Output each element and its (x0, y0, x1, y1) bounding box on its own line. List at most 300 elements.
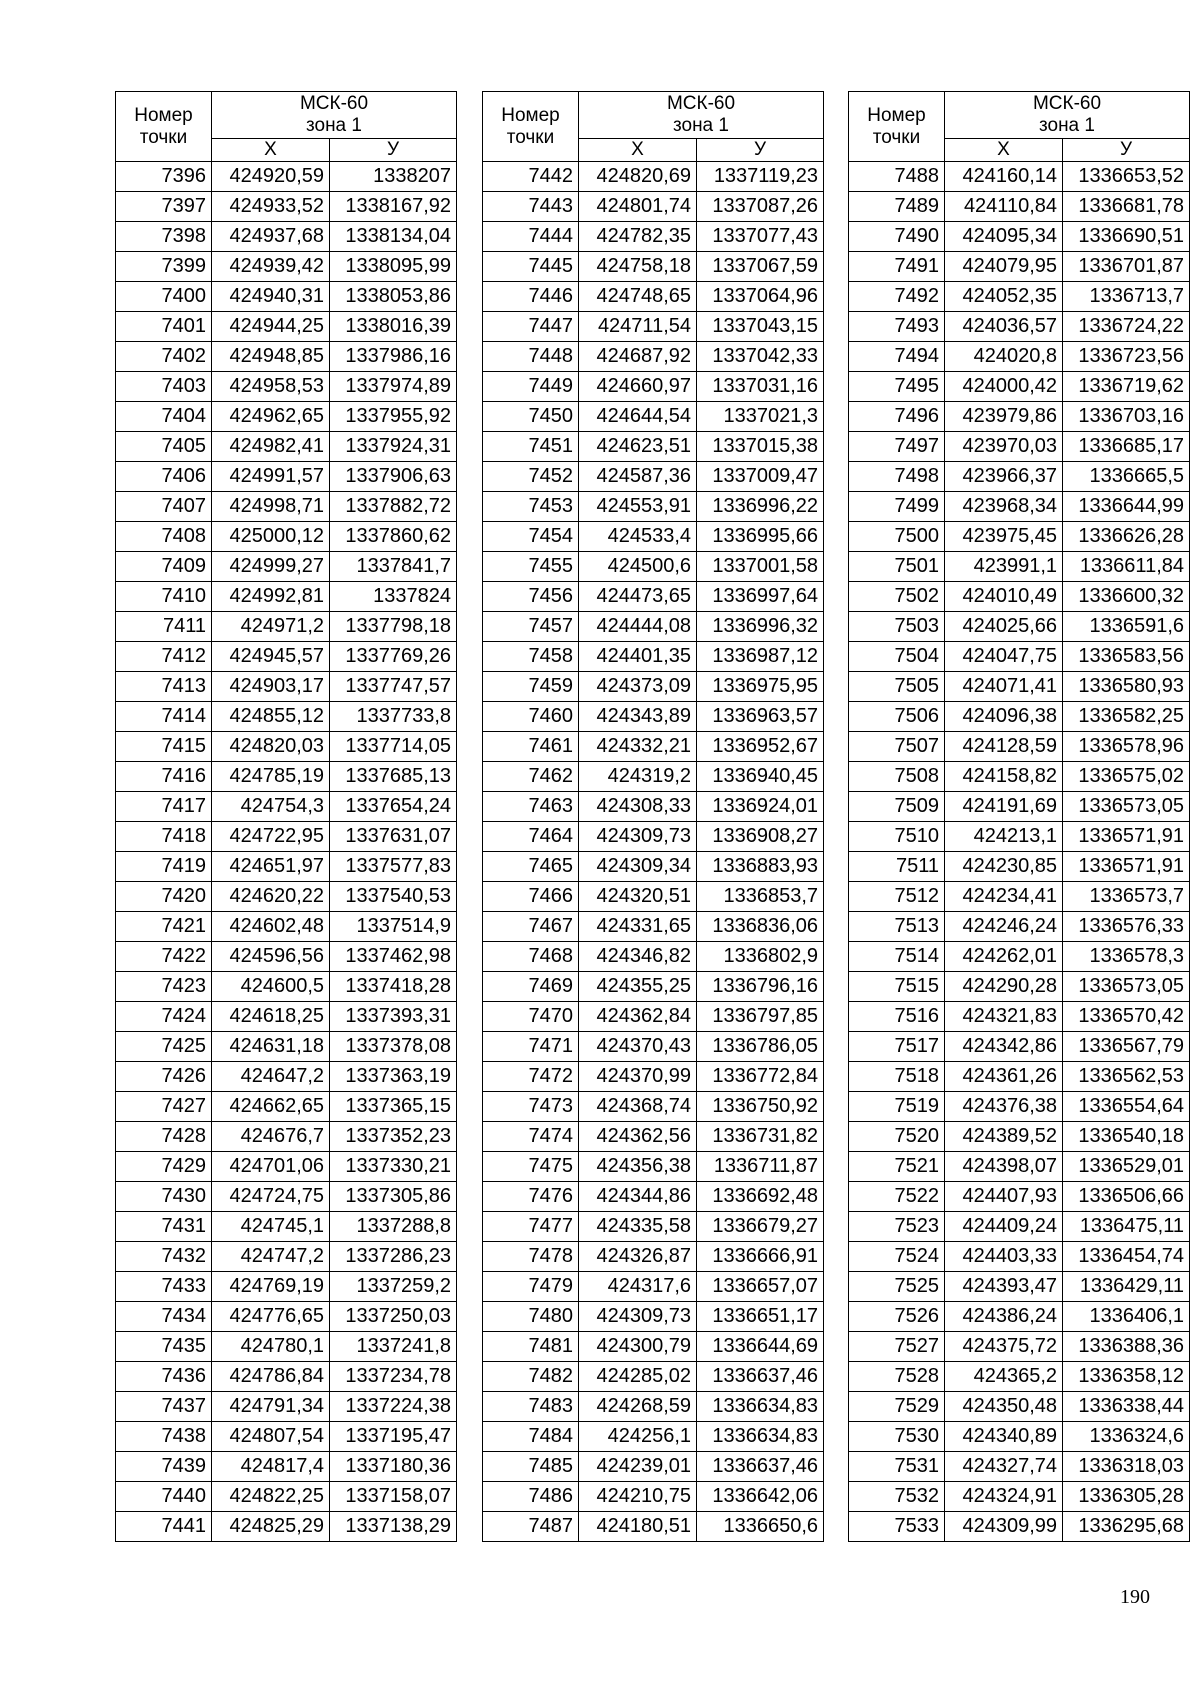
y-coordinate-cell: 1338016,39 (330, 312, 457, 342)
table-row (849, 492, 1190, 522)
y-coordinate-cell: 1336642,06 (697, 1482, 824, 1512)
point-number-cell: 7434 (116, 1302, 212, 1332)
header-point-number-label: Номер точки (134, 104, 193, 148)
point-number-cell: 7515 (849, 972, 945, 1002)
table-row (116, 852, 457, 882)
y-coordinate-cell: 1336940,45 (697, 762, 824, 792)
y-coordinate-cell: 1338095,99 (330, 252, 457, 282)
table-row (116, 402, 457, 432)
point-number-cell: 7418 (116, 822, 212, 852)
point-number-cell: 7436 (116, 1362, 212, 1392)
point-number-cell: 7424 (116, 1002, 212, 1032)
point-number-cell: 7450 (483, 402, 579, 432)
x-coordinate-cell: 424587,36 (579, 462, 697, 492)
table-row (849, 192, 1190, 222)
x-coordinate-cell: 424948,85 (212, 342, 330, 372)
header-point-number (116, 92, 212, 162)
point-number-cell: 7427 (116, 1092, 212, 1122)
point-number-cell: 7530 (849, 1422, 945, 1452)
table-row (483, 1362, 824, 1392)
table-row (483, 1272, 824, 1302)
y-coordinate-cell: 1336475,11 (1063, 1212, 1190, 1242)
y-coordinate-cell: 1336318,03 (1063, 1452, 1190, 1482)
table-row (483, 1242, 824, 1272)
table-row (116, 582, 457, 612)
point-number-cell: 7431 (116, 1212, 212, 1242)
table-row (483, 462, 824, 492)
y-coordinate-cell: 1336653,52 (1063, 162, 1190, 192)
header-y: У (1063, 139, 1190, 162)
table-row (849, 282, 1190, 312)
table-row (483, 912, 824, 942)
point-number-cell: 7449 (483, 372, 579, 402)
y-coordinate-cell: 1337234,78 (330, 1362, 457, 1392)
point-number-cell: 7524 (849, 1242, 945, 1272)
table-row (116, 1212, 457, 1242)
point-number-cell: 7446 (483, 282, 579, 312)
table-row (849, 972, 1190, 1002)
y-coordinate-cell: 1336637,46 (697, 1452, 824, 1482)
table-row (849, 672, 1190, 702)
x-coordinate-cell: 424332,21 (579, 732, 697, 762)
table-row (483, 522, 824, 552)
x-coordinate-cell: 424331,65 (579, 912, 697, 942)
point-number-cell: 7474 (483, 1122, 579, 1152)
y-coordinate-cell: 1337031,16 (697, 372, 824, 402)
y-coordinate-cell: 1336883,93 (697, 852, 824, 882)
y-coordinate-cell: 1337250,03 (330, 1302, 457, 1332)
table-row (483, 1152, 824, 1182)
table-row (116, 162, 457, 192)
y-coordinate-cell: 1336679,27 (697, 1212, 824, 1242)
x-coordinate-cell: 424356,38 (579, 1152, 697, 1182)
table-row (483, 312, 824, 342)
table-row (849, 582, 1190, 612)
x-coordinate-cell: 424309,73 (579, 822, 697, 852)
x-coordinate-cell: 423979,86 (945, 402, 1063, 432)
point-number-cell: 7467 (483, 912, 579, 942)
x-coordinate-cell: 424393,47 (945, 1272, 1063, 1302)
y-coordinate-cell: 1336724,22 (1063, 312, 1190, 342)
y-coordinate-cell: 1337955,92 (330, 402, 457, 432)
x-coordinate-cell: 424389,52 (945, 1122, 1063, 1152)
point-number-cell: 7459 (483, 672, 579, 702)
table-row (483, 342, 824, 372)
table-row (849, 1002, 1190, 1032)
point-number-cell: 7527 (849, 1332, 945, 1362)
table-row (849, 1032, 1190, 1062)
y-coordinate-cell: 1336996,22 (697, 492, 824, 522)
point-number-cell: 7437 (116, 1392, 212, 1422)
coordinate-table-2 (482, 91, 824, 1542)
x-coordinate-cell: 424945,57 (212, 642, 330, 672)
point-number-cell: 7409 (116, 552, 212, 582)
point-number-cell: 7500 (849, 522, 945, 552)
point-number-cell: 7520 (849, 1122, 945, 1152)
x-coordinate-cell: 424999,27 (212, 552, 330, 582)
x-coordinate-cell: 424020,8 (945, 342, 1063, 372)
table-row (116, 372, 457, 402)
table-row (116, 522, 457, 552)
x-coordinate-cell: 424825,29 (212, 1512, 330, 1542)
table-row (483, 1332, 824, 1362)
point-number-cell: 7442 (483, 162, 579, 192)
y-coordinate-cell: 1336540,18 (1063, 1122, 1190, 1152)
y-coordinate-cell: 1337365,15 (330, 1092, 457, 1122)
point-number-cell: 7504 (849, 642, 945, 672)
point-number-cell: 7405 (116, 432, 212, 462)
table-row (483, 192, 824, 222)
y-coordinate-cell: 1338207 (330, 162, 457, 192)
table-row (483, 612, 824, 642)
header-point-number-label: Номер точки (501, 104, 560, 148)
header-y: У (697, 139, 824, 162)
x-coordinate-cell: 424300,79 (579, 1332, 697, 1362)
x-coordinate-cell: 424807,54 (212, 1422, 330, 1452)
point-number-cell: 7523 (849, 1212, 945, 1242)
x-coordinate-cell: 424047,75 (945, 642, 1063, 672)
point-number-cell: 7499 (849, 492, 945, 522)
point-number-cell: 7400 (116, 282, 212, 312)
y-coordinate-cell: 1337733,8 (330, 702, 457, 732)
point-number-cell: 7403 (116, 372, 212, 402)
x-coordinate-cell: 424745,1 (212, 1212, 330, 1242)
table-row (483, 762, 824, 792)
point-number-cell: 7483 (483, 1392, 579, 1422)
x-coordinate-cell: 424010,49 (945, 582, 1063, 612)
point-number-cell: 7505 (849, 672, 945, 702)
y-coordinate-cell: 1336388,36 (1063, 1332, 1190, 1362)
table-row (849, 1272, 1190, 1302)
table-row (116, 1152, 457, 1182)
table-row (116, 1062, 457, 1092)
table-row (116, 882, 457, 912)
x-coordinate-cell: 424553,91 (579, 492, 697, 522)
y-coordinate-cell: 1337241,8 (330, 1332, 457, 1362)
x-coordinate-cell: 424920,59 (212, 162, 330, 192)
table-row (483, 642, 824, 672)
x-coordinate-cell: 424933,52 (212, 192, 330, 222)
y-coordinate-cell: 1337860,62 (330, 522, 457, 552)
table-row (849, 162, 1190, 192)
y-coordinate-cell: 1337043,15 (697, 312, 824, 342)
table-row (116, 642, 457, 672)
point-number-cell: 7433 (116, 1272, 212, 1302)
y-coordinate-cell: 1336996,32 (697, 612, 824, 642)
x-coordinate-cell: 424776,65 (212, 1302, 330, 1332)
x-coordinate-cell: 424998,71 (212, 492, 330, 522)
point-number-cell: 7478 (483, 1242, 579, 1272)
point-number-cell: 7489 (849, 192, 945, 222)
point-number-cell: 7482 (483, 1362, 579, 1392)
x-coordinate-cell: 424246,24 (945, 912, 1063, 942)
y-coordinate-cell: 1336650,6 (697, 1512, 824, 1542)
y-coordinate-cell: 1336750,92 (697, 1092, 824, 1122)
table-row (849, 1062, 1190, 1092)
y-coordinate-cell: 1336554,64 (1063, 1092, 1190, 1122)
point-number-cell: 7472 (483, 1062, 579, 1092)
table-row (483, 792, 824, 822)
x-coordinate-cell: 424324,91 (945, 1482, 1063, 1512)
header-coordinate-system (945, 92, 1190, 139)
y-coordinate-cell: 1336644,99 (1063, 492, 1190, 522)
y-coordinate-cell: 1336626,28 (1063, 522, 1190, 552)
table-row (116, 612, 457, 642)
point-number-cell: 7496 (849, 402, 945, 432)
x-coordinate-cell: 424711,54 (579, 312, 697, 342)
y-coordinate-cell: 1337001,58 (697, 552, 824, 582)
x-coordinate-cell: 424158,82 (945, 762, 1063, 792)
x-coordinate-cell: 424191,69 (945, 792, 1063, 822)
table-row (849, 1332, 1190, 1362)
point-number-cell: 7444 (483, 222, 579, 252)
y-coordinate-cell: 1336591,6 (1063, 612, 1190, 642)
point-number-cell: 7488 (849, 162, 945, 192)
point-number-cell: 7456 (483, 582, 579, 612)
point-number-cell: 7508 (849, 762, 945, 792)
table-row (116, 282, 457, 312)
table-row (849, 942, 1190, 972)
x-coordinate-cell: 424268,59 (579, 1392, 697, 1422)
x-coordinate-cell: 424128,59 (945, 732, 1063, 762)
y-coordinate-cell: 1337714,05 (330, 732, 457, 762)
table-row (116, 1512, 457, 1542)
header-x: X (579, 139, 697, 162)
y-coordinate-cell: 1336305,28 (1063, 1482, 1190, 1512)
x-coordinate-cell: 424631,18 (212, 1032, 330, 1062)
x-coordinate-cell: 424370,43 (579, 1032, 697, 1062)
point-number-cell: 7509 (849, 792, 945, 822)
point-number-cell: 7484 (483, 1422, 579, 1452)
point-number-cell: 7531 (849, 1452, 945, 1482)
y-coordinate-cell: 1336690,51 (1063, 222, 1190, 252)
point-number-cell: 7502 (849, 582, 945, 612)
y-coordinate-cell: 1337352,23 (330, 1122, 457, 1152)
x-coordinate-cell: 424368,74 (579, 1092, 697, 1122)
table-row (849, 1512, 1190, 1542)
table-row (116, 462, 457, 492)
y-coordinate-cell: 1337288,8 (330, 1212, 457, 1242)
x-coordinate-cell: 424213,1 (945, 822, 1063, 852)
y-coordinate-cell: 1336802,9 (697, 942, 824, 972)
x-coordinate-cell: 424801,74 (579, 192, 697, 222)
x-coordinate-cell: 424769,19 (212, 1272, 330, 1302)
table-row (116, 942, 457, 972)
y-coordinate-cell: 1337305,86 (330, 1182, 457, 1212)
x-coordinate-cell: 423991,1 (945, 552, 1063, 582)
y-coordinate-cell: 1336711,87 (697, 1152, 824, 1182)
header-coordinate-system-label: МСК-60 зона 1 (299, 93, 369, 136)
x-coordinate-cell: 423966,37 (945, 462, 1063, 492)
y-coordinate-cell: 1336583,56 (1063, 642, 1190, 672)
point-number-cell: 7525 (849, 1272, 945, 1302)
point-number-cell: 7512 (849, 882, 945, 912)
point-number-cell: 7407 (116, 492, 212, 522)
point-number-cell: 7528 (849, 1362, 945, 1392)
point-number-cell: 7476 (483, 1182, 579, 1212)
x-coordinate-cell: 424346,82 (579, 942, 697, 972)
y-coordinate-cell: 1336573,05 (1063, 972, 1190, 1002)
point-number-cell: 7461 (483, 732, 579, 762)
table-row (849, 642, 1190, 672)
table-row (483, 1182, 824, 1212)
y-coordinate-cell: 1337824 (330, 582, 457, 612)
point-number-cell: 7477 (483, 1212, 579, 1242)
table-row (849, 1182, 1190, 1212)
table-row (116, 1422, 457, 1452)
x-coordinate-cell: 424365,2 (945, 1362, 1063, 1392)
x-coordinate-cell: 423975,45 (945, 522, 1063, 552)
y-coordinate-cell: 1336796,16 (697, 972, 824, 1002)
y-coordinate-cell: 1336665,5 (1063, 462, 1190, 492)
point-number-cell: 7473 (483, 1092, 579, 1122)
table-row (849, 1122, 1190, 1152)
table-row (849, 222, 1190, 252)
y-coordinate-cell: 1337330,21 (330, 1152, 457, 1182)
x-coordinate-cell: 424620,22 (212, 882, 330, 912)
x-coordinate-cell: 424822,25 (212, 1482, 330, 1512)
y-coordinate-cell: 1336681,78 (1063, 192, 1190, 222)
y-coordinate-cell: 1337514,9 (330, 912, 457, 942)
x-coordinate-cell: 424309,73 (579, 1302, 697, 1332)
table-row (483, 282, 824, 312)
x-coordinate-cell: 424362,84 (579, 1002, 697, 1032)
y-coordinate-cell: 1336578,96 (1063, 732, 1190, 762)
x-coordinate-cell: 424096,38 (945, 702, 1063, 732)
header-coordinate-system-label: МСК-60 зона 1 (666, 93, 736, 136)
x-coordinate-cell: 424903,17 (212, 672, 330, 702)
table-row (849, 792, 1190, 822)
point-number-cell: 7501 (849, 552, 945, 582)
table-row (483, 1302, 824, 1332)
table-row (116, 222, 457, 252)
point-number-cell: 7448 (483, 342, 579, 372)
x-coordinate-cell: 424971,2 (212, 612, 330, 642)
table-row (483, 672, 824, 702)
y-coordinate-cell: 1337259,2 (330, 1272, 457, 1302)
y-coordinate-cell: 1337882,72 (330, 492, 457, 522)
x-coordinate-cell: 424785,19 (212, 762, 330, 792)
point-number-cell: 7425 (116, 1032, 212, 1062)
y-coordinate-cell: 1337798,18 (330, 612, 457, 642)
y-coordinate-cell: 1337064,96 (697, 282, 824, 312)
y-coordinate-cell: 1338053,86 (330, 282, 457, 312)
table-row (116, 732, 457, 762)
point-number-cell: 7516 (849, 1002, 945, 1032)
y-coordinate-cell: 1338134,04 (330, 222, 457, 252)
x-coordinate-cell: 424962,65 (212, 402, 330, 432)
point-number-cell: 7466 (483, 882, 579, 912)
x-coordinate-cell: 424596,56 (212, 942, 330, 972)
y-coordinate-cell: 1336963,57 (697, 702, 824, 732)
x-coordinate-cell: 424071,41 (945, 672, 1063, 702)
y-coordinate-cell: 1337087,26 (697, 192, 824, 222)
y-coordinate-cell: 1336338,44 (1063, 1392, 1190, 1422)
point-number-cell: 7481 (483, 1332, 579, 1362)
x-coordinate-cell: 424355,25 (579, 972, 697, 1002)
table-row (849, 522, 1190, 552)
table-row (849, 732, 1190, 762)
point-number-cell: 7428 (116, 1122, 212, 1152)
x-coordinate-cell: 424444,08 (579, 612, 697, 642)
table-row (483, 252, 824, 282)
y-coordinate-cell: 1336685,17 (1063, 432, 1190, 462)
table-row (849, 1152, 1190, 1182)
y-coordinate-cell: 1336719,62 (1063, 372, 1190, 402)
point-number-cell: 7432 (116, 1242, 212, 1272)
point-number-cell: 7491 (849, 252, 945, 282)
x-coordinate-cell: 424780,1 (212, 1332, 330, 1362)
y-coordinate-cell: 1337986,16 (330, 342, 457, 372)
y-coordinate-cell: 1336657,07 (697, 1272, 824, 1302)
y-coordinate-cell: 1336651,17 (697, 1302, 824, 1332)
table-row (483, 1452, 824, 1482)
y-coordinate-cell: 1336570,42 (1063, 1002, 1190, 1032)
table-row (116, 792, 457, 822)
x-coordinate-cell: 425000,12 (212, 522, 330, 552)
table-row (483, 852, 824, 882)
header-coordinate-system-label: МСК-60 зона 1 (1032, 93, 1102, 136)
point-number-cell: 7497 (849, 432, 945, 462)
table-row (116, 252, 457, 282)
x-coordinate-cell: 424052,35 (945, 282, 1063, 312)
y-coordinate-cell: 1336571,91 (1063, 852, 1190, 882)
x-coordinate-cell: 424786,84 (212, 1362, 330, 1392)
y-coordinate-cell: 1336975,95 (697, 672, 824, 702)
table-row (116, 702, 457, 732)
table-row (849, 1242, 1190, 1272)
x-coordinate-cell: 424992,81 (212, 582, 330, 612)
x-coordinate-cell: 424025,66 (945, 612, 1063, 642)
y-coordinate-cell: 1336567,79 (1063, 1032, 1190, 1062)
y-coordinate-cell: 1336997,64 (697, 582, 824, 612)
y-coordinate-cell: 1337224,38 (330, 1392, 457, 1422)
table-row (116, 312, 457, 342)
table-row (483, 822, 824, 852)
table-row (483, 552, 824, 582)
x-coordinate-cell: 424309,34 (579, 852, 697, 882)
y-coordinate-cell: 1336644,69 (697, 1332, 824, 1362)
x-coordinate-cell: 424321,83 (945, 1002, 1063, 1032)
x-coordinate-cell: 424210,75 (579, 1482, 697, 1512)
point-number-cell: 7417 (116, 792, 212, 822)
table-row (483, 222, 824, 252)
x-coordinate-cell: 424230,85 (945, 852, 1063, 882)
x-coordinate-cell: 424660,97 (579, 372, 697, 402)
x-coordinate-cell: 424939,42 (212, 252, 330, 282)
point-number-cell: 7430 (116, 1182, 212, 1212)
point-number-cell: 7470 (483, 1002, 579, 1032)
y-coordinate-cell: 1336731,82 (697, 1122, 824, 1152)
point-number-cell: 7421 (116, 912, 212, 942)
point-number-cell: 7412 (116, 642, 212, 672)
x-coordinate-cell: 424944,25 (212, 312, 330, 342)
table-row (116, 1302, 457, 1332)
point-number-cell: 7519 (849, 1092, 945, 1122)
point-number-cell: 7507 (849, 732, 945, 762)
x-coordinate-cell: 424940,31 (212, 282, 330, 312)
x-coordinate-cell: 424473,65 (579, 582, 697, 612)
table-row (849, 882, 1190, 912)
table-row (849, 852, 1190, 882)
y-coordinate-cell: 1336836,06 (697, 912, 824, 942)
point-number-cell: 7451 (483, 432, 579, 462)
x-coordinate-cell: 424600,5 (212, 972, 330, 1002)
y-coordinate-cell: 1337654,24 (330, 792, 457, 822)
y-coordinate-cell: 1336580,93 (1063, 672, 1190, 702)
x-coordinate-cell: 424758,18 (579, 252, 697, 282)
table-row (849, 252, 1190, 282)
